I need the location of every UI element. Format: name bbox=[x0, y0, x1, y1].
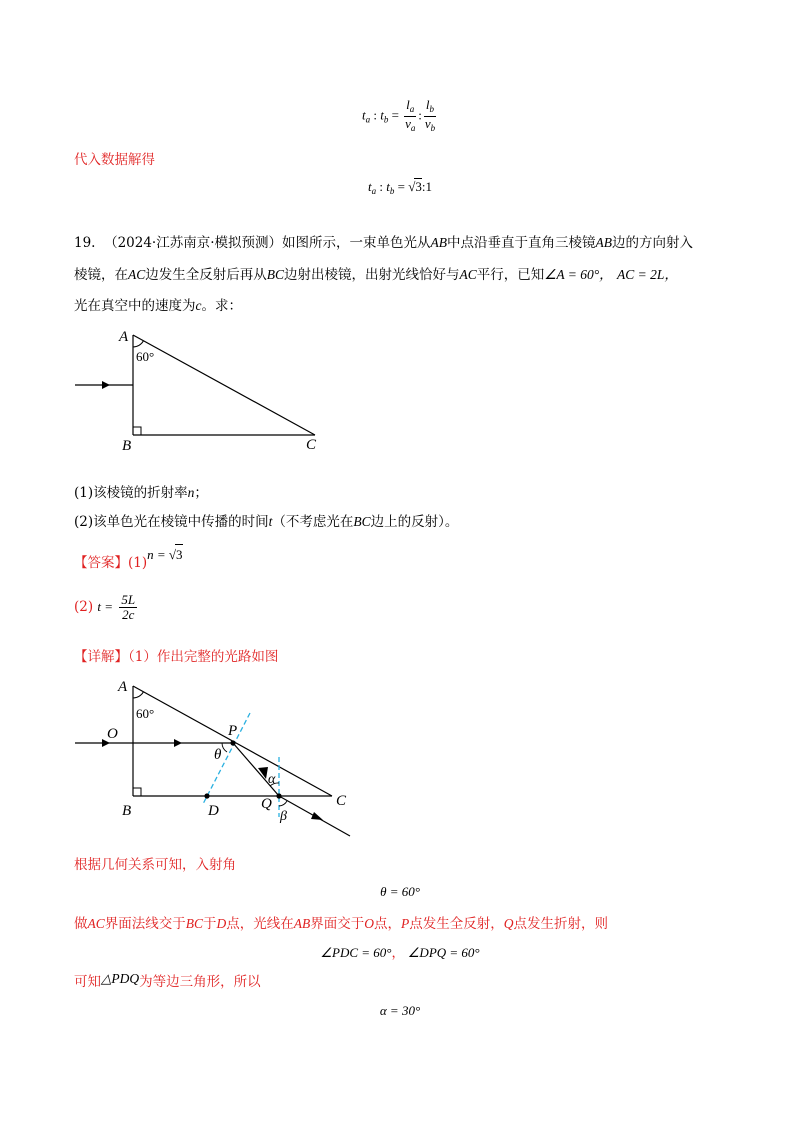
label-beta: β bbox=[280, 809, 287, 824]
label-angle: 60° bbox=[136, 706, 155, 721]
step-substitute: 代入数据解得 bbox=[74, 152, 155, 168]
eq-theta: θ = 60° bbox=[380, 884, 420, 899]
label-B: B bbox=[122, 438, 132, 454]
label-A: A bbox=[119, 329, 129, 345]
label-D: D bbox=[208, 803, 219, 819]
detail-heading: 【详解】（1）作出完整的光路如图 bbox=[74, 649, 279, 665]
question-1: (1)该棱镜的折射率n； bbox=[74, 485, 208, 501]
answer-2: (2) t = $\frac{5L}{2c}$ bbox=[74, 592, 136, 622]
eq-time-result: $t_a$ : $t_b$ = √3:1 bbox=[368, 179, 432, 196]
answer-1: 【答案】(1)n = √3 bbox=[74, 552, 183, 573]
label-angle: 60° bbox=[136, 349, 155, 364]
problem-line-2: 棱镜，在AC边发生全反射后再从BC边射出棱镜，出射光线恰好与AC平行，已知∠A = 60°， AC = 2L， bbox=[74, 267, 678, 283]
eq-time-ratio: $t_a$ : $t_b$ = $\frac{l_a}{v_a}$ : $\frac{l_b}{v_b}$ bbox=[361, 97, 436, 133]
label-P: P bbox=[228, 723, 238, 739]
eq-angles: ∠PDC = 60°， ∠DPQ = 60° bbox=[320, 945, 480, 960]
label-Q: Q bbox=[261, 796, 272, 812]
question-2: (2)该单色光在棱镜中传播的时间t（不考虑光在BC边上的反射）。 bbox=[74, 514, 459, 530]
label-A: A bbox=[118, 679, 128, 695]
label-C: C bbox=[306, 437, 317, 453]
step-geometry: 根据几何关系可知，入射角 bbox=[74, 857, 236, 873]
label-alpha: α bbox=[268, 772, 276, 787]
problem-line-3: 光在真空中的速度为c。求： bbox=[74, 298, 242, 314]
prism-figure-2 bbox=[70, 675, 370, 845]
step-equilateral: 可知△PDQ为等边三角形，所以 bbox=[74, 971, 261, 990]
label-theta: θ bbox=[214, 747, 222, 763]
label-B: B bbox=[122, 803, 132, 819]
step-normal: 做AC界面法线交于BC于D点，光线在AB界面交于O点，P点发生全反射，Q点发生折射，则 bbox=[74, 916, 609, 932]
label-C: C bbox=[336, 793, 347, 809]
label-O: O bbox=[107, 726, 118, 742]
problem-line-1: 19. （2024·江苏南京·模拟预测）如图所示，一束单色光从AB中点沿垂直于直角三棱镜AB边的方向射入 bbox=[74, 235, 694, 251]
eq-alpha: α = 30° bbox=[379, 1003, 421, 1018]
prism-figure-1 bbox=[70, 325, 340, 455]
